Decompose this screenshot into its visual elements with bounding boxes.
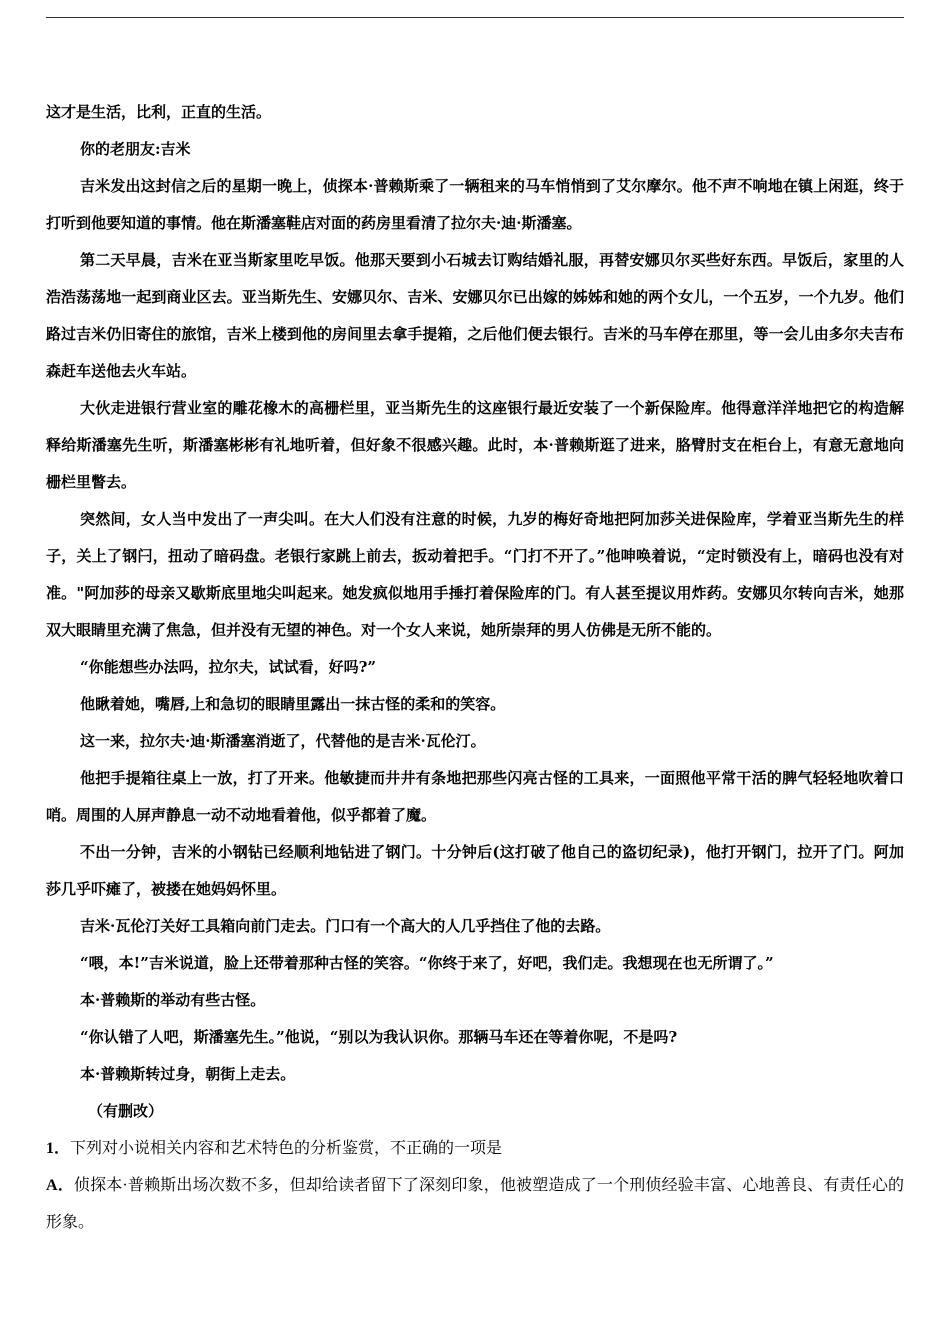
paragraph: 本·普赖斯转过身，朝街上走去。 (80, 1065, 296, 1083)
paragraph: 吉米·瓦伦汀关好工具箱向前门走去。门口有一个高大的人几乎挡住了他的去路。 (80, 917, 611, 935)
question-stem (46, 1130, 904, 1167)
option-a (46, 1167, 904, 1241)
paragraph: 这才是生活，比利，正直的生活。 (46, 103, 272, 121)
paragraph: 不出一分钟，吉米的小钢钻已经顺利地钻进了钢门。十分钟后(这打破了他自己的盗切纪录)，他打开钢门，拉开了门。阿加莎几乎吓瘫了，被搂在她妈妈怀里。 (46, 843, 904, 898)
option-a-label: A． (46, 1177, 74, 1194)
question-text: 下列对小说相关内容和艺术特色的分析鉴赏，不正确的一项是 (70, 1140, 503, 1157)
paragraph: 大伙走进银行营业室的雕花橡木的高栅栏里，亚当斯先生的这座银行最近安装了一个新保险库。他得意洋洋地把它的构造解释给斯潘塞先生听，斯潘塞彬彬有礼地听着，但好象不很感兴趣。此时，本·普赖斯逛了进来，胳臂肘支在柜台上，有意无意地向栅栏里瞥去。 (46, 399, 904, 491)
question-number: 1． (46, 1140, 71, 1157)
paragraph: “你能想些办法吗，拉尔夫，试试看，好吗?” (80, 658, 377, 676)
option-a-text: 侦探本·普赖斯出场次数不多，但却给读者留下了深刻印象，他被塑造成了一个刑侦经验丰富、心地善良、有责任心的形象。 (46, 1177, 904, 1231)
paragraph-signature: 你的老朋友:吉米 (80, 140, 191, 158)
paragraph: “你认错了人吧，斯潘塞先生。”他说，“别以为我认识你。那辆马车还在等着你呢，不是吗? (80, 1028, 678, 1046)
paragraph: 这一来，拉尔夫·迪·斯潘塞消逝了，代替他的是吉米·瓦伦汀。 (80, 732, 486, 750)
paragraph: 他瞅着她，嘴唇,上和急切的眼睛里露出一抹古怪的柔和的笑容。 (80, 695, 506, 713)
source-note: （有删改） (88, 1102, 164, 1120)
paragraph: 突然间，女人当中发出了一声尖叫。在大人们没有注意的时候，九岁的梅好奇地把阿加莎关进保险库，学着亚当斯先生的样子，关上了钢闩，扭动了暗码盘。老银行家跳上前去，扳动着把手。“门打不开了。”他呻唤着说，“定时锁没有上，暗码也没有对准。"阿加莎的母亲又歇斯底里地尖叫起来。她发疯似地用手捶打着保险库的门。有人甚至提议用炸药。安娜贝尔转向吉米，她那双大眼睛里充满了焦急，但并没有无望的神色。对一个女人来说，她所崇拜的男人仿佛是无所不能的。 (46, 510, 904, 639)
paragraph: “喂，本!”吉米说道，脸上还带着那种古怪的笑容。“你终于来了，好吧，我们走。我想现在也无所谓了。” (80, 954, 774, 972)
story-text (46, 94, 904, 1241)
paragraph: 本·普赖斯的举动有些古怪。 (80, 991, 266, 1009)
paragraph: 吉米发出这封信之后的星期一晚上，侦探本·普赖斯乘了一辆租来的马车悄悄到了艾尔摩尔。他不声不响地在镇上闲逛，终于打听到他要知道的事情。他在斯潘塞鞋店对面的药房里看清了拉尔夫·迪·斯潘塞。 (46, 177, 904, 232)
paragraph: 他把手提箱往桌上一放，打了开来。他敏捷而井井有条地把那些闪亮古怪的工具来，一面照他平常干活的脾气轻轻地吹着口哨。周围的人屏声静息一动不动地看着他，似乎都着了魔。 (46, 769, 904, 824)
paragraph: 第二天早晨，吉米在亚当斯家里吃早饭。他那天要到小石城去订购结婚礼服，再替安娜贝尔买些好东西。早饭后，家里的人浩浩荡荡地一起到商业区去。亚当斯先生、安娜贝尔、吉米、安娜贝尔已出嫁的姊姊和她的两个女儿，一个五岁，一个九岁。他们路过吉米仍旧寄住的旅馆，吉米上楼到他的房间里去拿手提箱，之后他们便去银行。吉米的马车停在那里，等一会儿由多尔夫吉布森赶车送他去火车站。 (46, 251, 904, 380)
header-rule (46, 17, 904, 18)
